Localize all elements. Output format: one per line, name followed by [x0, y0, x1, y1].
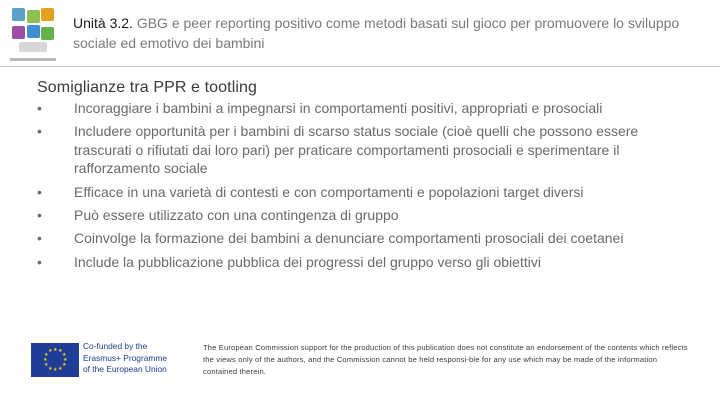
eu-flag-icon: [31, 343, 79, 377]
logo-caption: [10, 58, 56, 61]
project-logo: [10, 6, 56, 64]
list-item: [37, 183, 697, 201]
eu-star: ★: [62, 362, 67, 368]
list-item-text: Efficace in una varietà di contesti e con comportamenti e popolazioni target diversi: [74, 183, 584, 200]
eu-line2: Erasmus+ Programme: [83, 352, 168, 363]
eu-cofunded-logo: [31, 343, 167, 377]
list-item: [37, 206, 697, 224]
bullet-marker: •: [37, 253, 42, 270]
bullet-marker: •: [37, 100, 42, 116]
eu-line1: Co-funded by the: [83, 341, 148, 351]
list-item-text: Può essere utilizzato con una contingenza di gruppo: [74, 207, 399, 224]
eu-line3: of the European Union: [83, 364, 167, 374]
logo-tile: [41, 8, 54, 21]
list-item: [37, 99, 697, 117]
eu-star: ★: [53, 367, 58, 373]
list-item: [37, 253, 697, 271]
section-heading: Somiglianze tra PPR e tootling: [37, 79, 257, 96]
logo-tile: [27, 25, 40, 38]
bullet-marker: •: [37, 123, 42, 140]
unit-title-text: GBG e peer reporting positivo come metodi basati sul gioco per promuovere lo sviluppo sociale ed emotivo dei bambini: [73, 15, 680, 51]
list-item-text: Incoraggiare i bambini a impegnarsi in comportamenti positivi, appropriati e prosociali: [74, 100, 603, 116]
bullet-marker: •: [37, 183, 42, 200]
logo-tile: [19, 42, 47, 52]
unit-title: [73, 13, 693, 53]
eu-star: ★: [48, 348, 53, 354]
bullet-list: [37, 99, 697, 276]
eu-star: ★: [63, 357, 68, 363]
bullet-marker: •: [37, 230, 42, 247]
eu-star: ★: [62, 352, 67, 358]
logo-tile: [27, 10, 40, 23]
header-divider: [0, 66, 720, 67]
list-item-text: Includere opportunità per i bambini di scarso status sociale (cioè quelli che possono essere trascurati o rifiutati dai loro pari) per praticare comportamenti prosociali e sperimentare il rafforzamento sociale: [74, 123, 639, 177]
list-item-text: Include la pubblicazione pubblica dei progressi del gruppo verso gli obiettivi: [74, 253, 541, 270]
eu-star: ★: [44, 362, 49, 368]
eu-cofunded-text: [83, 341, 173, 376]
eu-star: ★: [48, 366, 53, 372]
eu-star: ★: [43, 357, 48, 363]
eu-star: ★: [58, 366, 63, 372]
eu-star: ★: [53, 347, 58, 353]
logo-tile: [41, 27, 54, 40]
logo-tile: [12, 8, 25, 21]
bullet-marker: •: [37, 207, 42, 224]
unit-number: Unità 3.2.: [73, 15, 133, 31]
list-item-text: Coinvolge la formazione dei bambini a denunciare comportamenti prosociali dei coetanei: [74, 230, 624, 247]
list-item: [37, 229, 697, 247]
eu-star: ★: [58, 348, 63, 354]
list-item: [37, 122, 697, 177]
eu-disclaimer: The European Commission support for the production of this publication does not constitute an endorsement of the contents which reflects the views only of the authors, and the Commission cannot be held responsi-ble for any use which may be made of the information contained therein.: [203, 343, 688, 376]
eu-star: ★: [44, 352, 49, 358]
logo-tile: [12, 26, 25, 39]
